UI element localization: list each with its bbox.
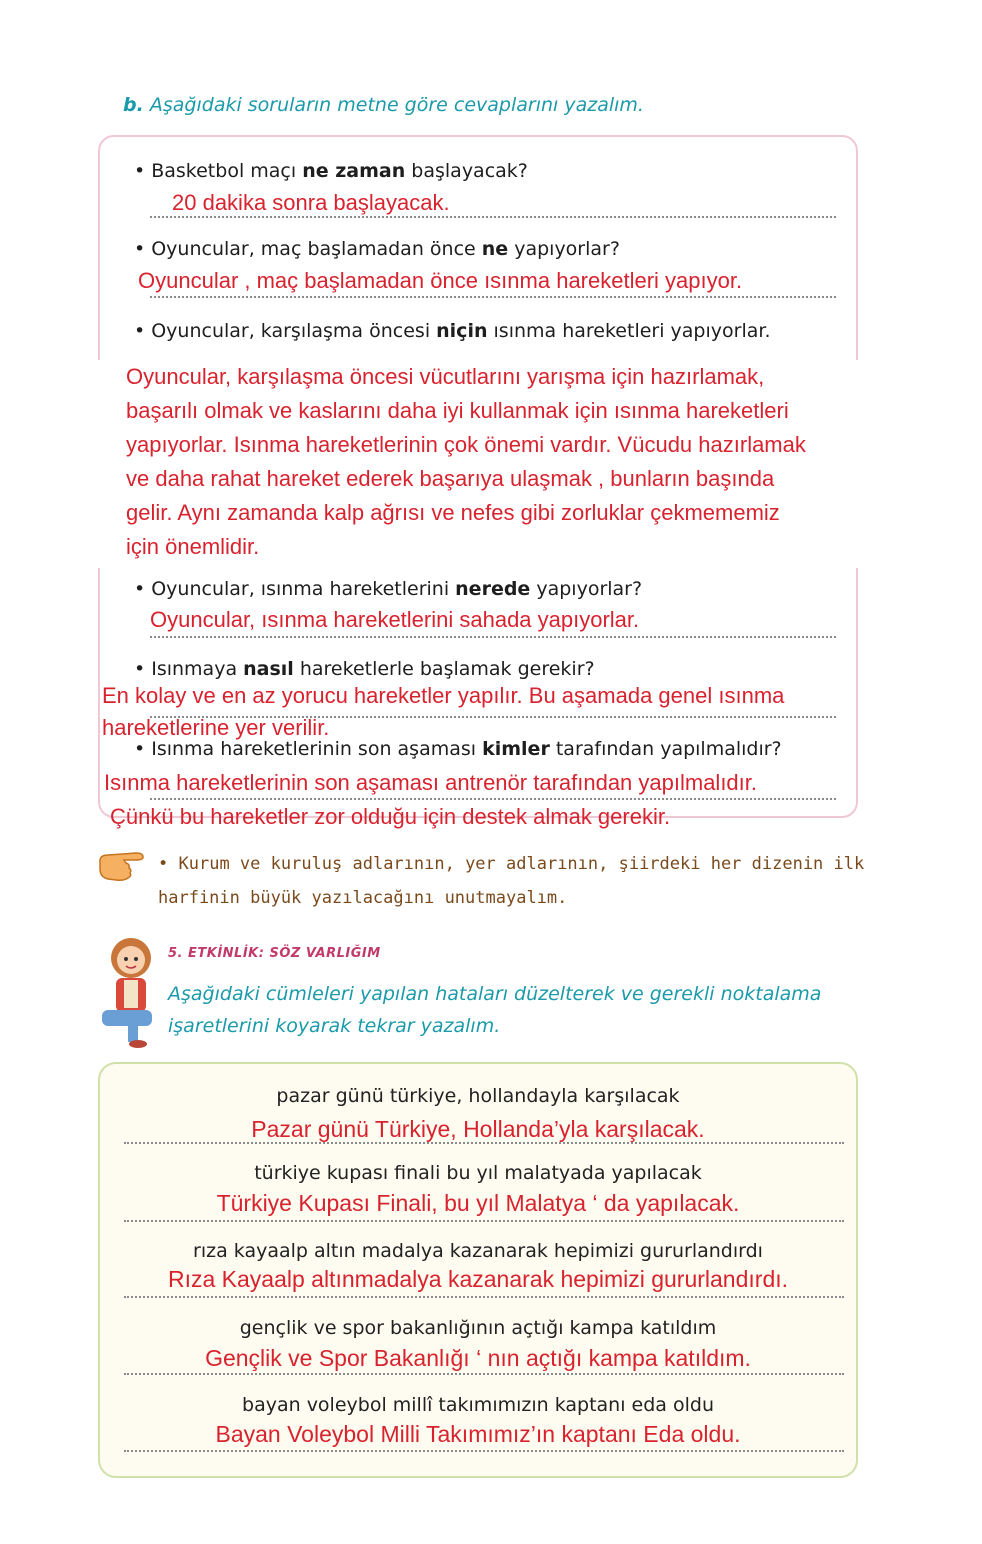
answer-line <box>150 296 836 298</box>
answer-line <box>150 636 836 638</box>
section-b-label: b. <box>123 94 144 116</box>
sentence-original-4: gençlik ve spor bakanlığının açtığı kampa katıldım <box>239 1317 717 1339</box>
sentence-corrected-1[interactable]: Pazar günü Türkiye, Hollanda’yla karşılacak. <box>251 1116 705 1142</box>
sentence-original-1: pazar günü türkiye, hollandayla karşılacak <box>276 1085 680 1107</box>
activity-title: 5. ETKİNLİK: SÖZ VARLIĞIM <box>168 946 381 961</box>
sentence-corrected-2[interactable]: Türkiye Kupası Finali, bu yıl Malatya ‘ da yapılacak. <box>216 1190 740 1216</box>
answer-line <box>150 798 836 800</box>
sentence-original-5: bayan voleybol millî takımımızın kaptanı eda oldu <box>242 1394 714 1416</box>
sentence-corrected-3[interactable]: Rıza Kayaalp altınmadalya kazanarak hepimizi gururlandırdı. <box>167 1266 789 1292</box>
answer-line <box>150 716 836 718</box>
question-2: • Oyuncular, maç başlamadan önce ne yapıyorlar? <box>134 238 620 260</box>
note-line-1: • Kurum ve kuruluş adlarının, yer adlarının, şiirdeki her dizenin ilk <box>158 854 865 874</box>
answer-line <box>150 216 836 218</box>
sentence-corrected-5[interactable]: Bayan Voleybol Milli Takımımız’ın kaptanı Eda oldu. <box>215 1421 741 1447</box>
question-3: • Oyuncular, karşılaşma öncesi niçin ısınma hareketleri yapıyorlar. <box>134 320 771 342</box>
sentence-original-2: türkiye kupası finali bu yıl malatyada yapılacak <box>254 1162 702 1184</box>
section-b-instruction: Aşağıdaki soruların metne göre cevaplarını yazalım. <box>149 94 644 116</box>
question-5: • Isınmaya nasıl hareketlerle başlamak gerekir? <box>134 658 595 680</box>
sentence-original-3: rıza kayaalp altın madalya kazanarak hepimizi gururlandırdı <box>193 1240 763 1262</box>
note-line-2: harfinin büyük yazılacağını unutmayalım. <box>158 888 568 908</box>
pointing-hand-icon <box>96 845 148 885</box>
girl-illustration <box>98 930 164 1050</box>
answer-2[interactable]: Oyuncular , maç başlamadan önce ısınma hareketleri yapıyor. <box>138 268 743 293</box>
answer-6[interactable]: Isınma hareketlerinin son aşaması antrenör tarafından yapılmalıdır. Çünkü bu hareketler zor olduğu için destek almak gerekir. <box>104 770 758 829</box>
answer-3[interactable]: Oyuncular, karşılaşma öncesi vücutlarını yarışma için hazırlamak, başarılı olmak ve kaslarını daha iyi kullanmak için ısınma hareketleri yapıyorlar. Isınma hareketlerinin çok önemi vardır. Vücudu hazırlamak ve daha rahat hareket ederek başarıya ulaşmak , bunların başında gelir. Aynı zamanda kalp ağrısı ve nefes gibi zorluklar çekmememiz için önemlidir. <box>126 364 806 559</box>
question-1: • Basketbol maçı ne zaman başlayacak? <box>134 160 528 182</box>
answer-line <box>124 1373 844 1375</box>
question-4: • Oyuncular, ısınma hareketlerini nerede yapıyorlar? <box>134 578 643 600</box>
activity-instruction: Aşağıdaki cümleleri yapılan hataları düzelterek ve gerekli noktalama işaretlerini koyarak tekrar yazalım. <box>168 983 822 1037</box>
answer-line <box>124 1450 844 1452</box>
answer-line <box>124 1220 844 1222</box>
answer-line <box>124 1142 844 1144</box>
question-6: • Isınma hareketlerinin son aşaması kimler tarafından yapılmalıdır? <box>134 738 782 760</box>
answer-1[interactable]: 20 dakika sonra başlayacak. <box>172 190 450 215</box>
answer-line <box>124 1296 844 1298</box>
section-b-header <box>123 94 644 116</box>
answer-5[interactable]: En kolay ve en az yorucu hareketler yapılır. Bu aşamada genel ısınma hareketlerine yer verilir. <box>102 683 785 740</box>
sentence-corrected-4[interactable]: Gençlik ve Spor Bakanlığı ‘ nın açtığı kampa katıldım. <box>205 1345 751 1371</box>
answer-4[interactable]: Oyuncular, ısınma hareketlerini sahada yapıyorlar. <box>150 607 640 632</box>
